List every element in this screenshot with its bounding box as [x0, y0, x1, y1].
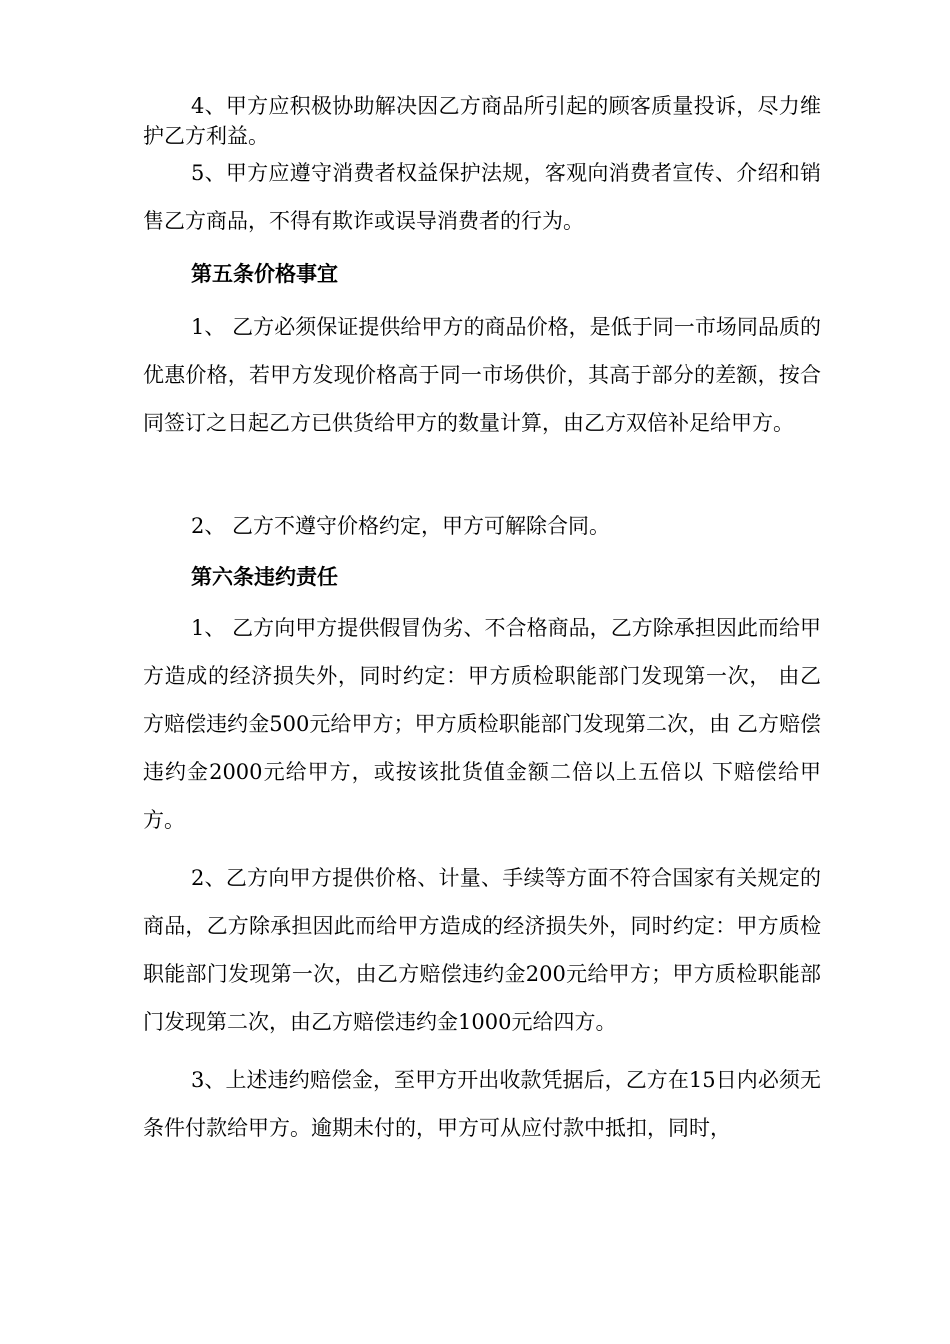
article-6-clause-3: 3、上述违约赔偿金，至甲方开出收款凭据后，乙方在15日内必须无条件付款给甲方。逾期未付的，甲方可从应付款中抵扣，同时，: [143, 1068, 821, 1140]
article-5-clause-2: 2、 乙方不遵守价格约定，甲方可解除合同。: [191, 514, 611, 538]
clause-5-paragraph: 5、甲方应遵守消费者权益保护法规，客观向消费者宣传、介绍和销售乙方商品，不得有欺诈或误导消费者的行为。: [143, 161, 821, 233]
article-6-heading: 第六条违约责任: [191, 564, 338, 589]
article-6-clause-2: 2、乙方向甲方提供价格、计量、手续等方面不符合国家有关规定的商品，乙方除承担因此而给甲方造成的经济损失外，同时约定：甲方质检职能部门发现第一次，由乙方赔偿违约金200元给甲方；甲方质检职能部门发现第二次，由乙方赔偿违约金1000元给四方。: [143, 866, 821, 1034]
article-5-clause-1: 1、 乙方必须保证提供给甲方的商品价格，是低于同一市场同品质的优惠价格，若甲方发现价格高于同一市场供价，其高于部分的差额，按合同签订之日起乙方已供货给甲方的数量计算，由乙方双倍补足给甲方。: [143, 315, 821, 435]
clause-4-paragraph: 4、甲方应积极协助解决因乙方商品所引起的顾客质量投诉，尽力维护乙方利益。: [143, 94, 821, 148]
article-5-heading: 第五条价格事宜: [191, 261, 338, 286]
article-6-clause-1: 1、 乙方向甲方提供假冒伪劣、不合格商品，乙方除承担因此而给甲方造成的经济损失外，同时约定：甲方质检职能部门发现第一次， 由乙方赔偿违约金500元给甲方；甲方质检职能部门发现第二次，由 乙方赔偿违约金2000元给甲方，或按该批货值金额二倍以上五倍以 下赔偿给甲方。: [143, 616, 821, 832]
